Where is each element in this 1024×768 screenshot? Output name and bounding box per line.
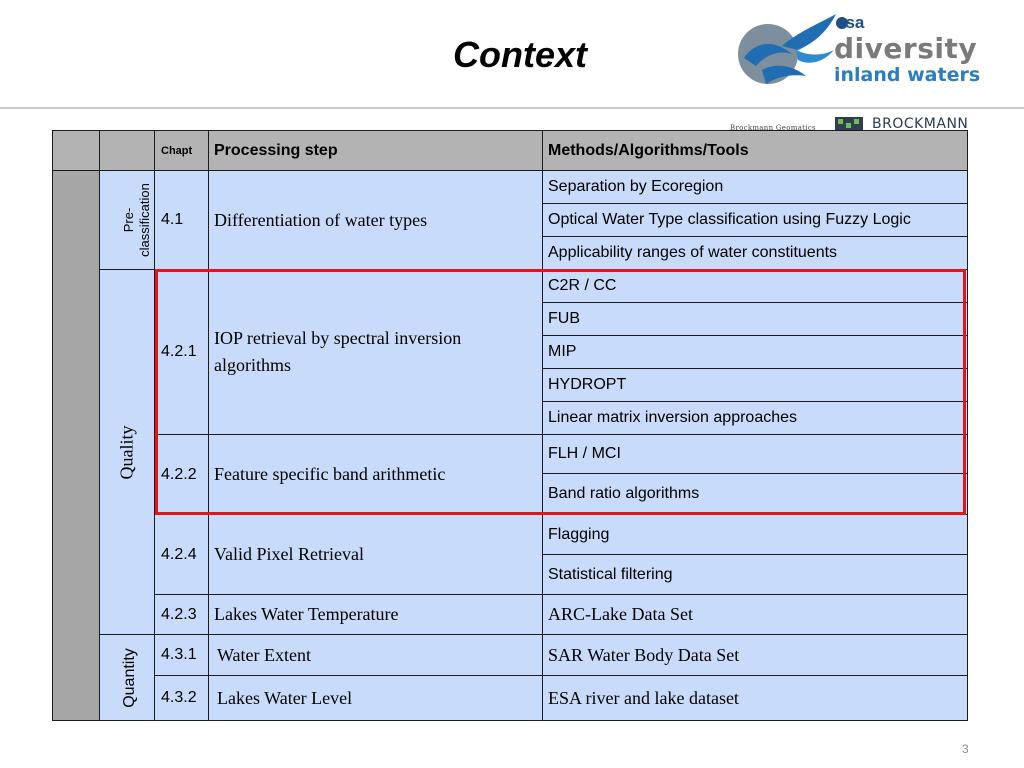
method-cell: Optical Water Type classification using Fuzzy Logic xyxy=(543,204,968,237)
table-row xyxy=(53,595,968,635)
brockmann-geomatics-logo: Brockmann Geomatics xyxy=(730,124,816,132)
step-cell: Lakes Water Level xyxy=(209,676,543,721)
header-empty-1 xyxy=(53,131,100,171)
chapter-cell xyxy=(53,171,100,721)
brockmann-logo-icon xyxy=(835,117,863,131)
header-chapt: Chapt xyxy=(155,131,209,171)
chapt-cell: 4.3.1 xyxy=(155,635,209,676)
chapt-cell: 4.2.1 xyxy=(155,270,209,435)
header-processing-step: Processing step xyxy=(209,131,543,171)
step-cell: Differentiation of water types xyxy=(209,171,543,270)
table-row xyxy=(53,435,968,474)
step-cell: Feature specific band arithmetic xyxy=(209,435,543,515)
group-preclassification xyxy=(100,171,155,270)
group-label-quantity: Quantity xyxy=(120,647,138,708)
chapt-cell: 4.3.2 xyxy=(155,676,209,721)
table-row xyxy=(53,171,968,204)
table-row xyxy=(53,635,968,676)
group-quantity xyxy=(100,635,155,721)
method-cell: ESA river and lake dataset xyxy=(543,676,968,721)
method-cell: FUB xyxy=(543,303,968,336)
step-cell: IOP retrieval by spectral inversion algorithms xyxy=(209,270,543,435)
logo-diversity-text: diversity xyxy=(834,32,978,65)
table-row xyxy=(53,515,968,555)
header-methods: Methods/Algorithms/Tools xyxy=(543,131,968,171)
method-cell: ARC-Lake Data Set xyxy=(543,595,968,635)
title-divider xyxy=(0,107,1024,109)
method-cell: Band ratio algorithms xyxy=(543,474,968,515)
table-row xyxy=(53,270,968,303)
context-table xyxy=(52,130,968,721)
method-cell: MIP xyxy=(543,336,968,369)
group-label-quality: Quality xyxy=(116,425,137,479)
step-cell: Water Extent xyxy=(209,635,543,676)
step-cell: Valid Pixel Retrieval xyxy=(209,515,543,595)
step-cell: Lakes Water Temperature xyxy=(209,595,543,635)
method-cell: Flagging xyxy=(543,515,968,555)
logo-inland-waters-text: inland waters xyxy=(834,64,981,86)
method-cell: SAR Water Body Data Set xyxy=(543,635,968,676)
header-empty-2 xyxy=(100,131,155,171)
method-cell: HYDROPT xyxy=(543,369,968,402)
method-cell: Applicability ranges of water constituents xyxy=(543,237,968,270)
group-quality xyxy=(100,270,155,635)
slide-title: Context xyxy=(453,34,587,75)
table-header-row xyxy=(53,131,968,171)
method-cell: FLH / MCI xyxy=(543,435,968,474)
page-number: 3 xyxy=(962,742,969,756)
method-cell: C2R / CC xyxy=(543,270,968,303)
chapt-cell: 4.2.4 xyxy=(155,515,209,595)
chapt-cell: 4.2.2 xyxy=(155,435,209,515)
esa-logo-text: esa xyxy=(836,13,865,32)
brockmann-logo-text: BROCKMANN xyxy=(872,116,969,132)
chapt-cell: 4.1 xyxy=(155,171,209,270)
table-row xyxy=(53,676,968,721)
chapt-cell: 4.2.3 xyxy=(155,595,209,635)
method-cell: Linear matrix inversion approaches xyxy=(543,402,968,435)
group-label-preclassification: Pre- classification xyxy=(120,182,152,257)
method-cell: Statistical filtering xyxy=(543,555,968,595)
method-cell: Separation by Ecoregion xyxy=(543,171,968,204)
